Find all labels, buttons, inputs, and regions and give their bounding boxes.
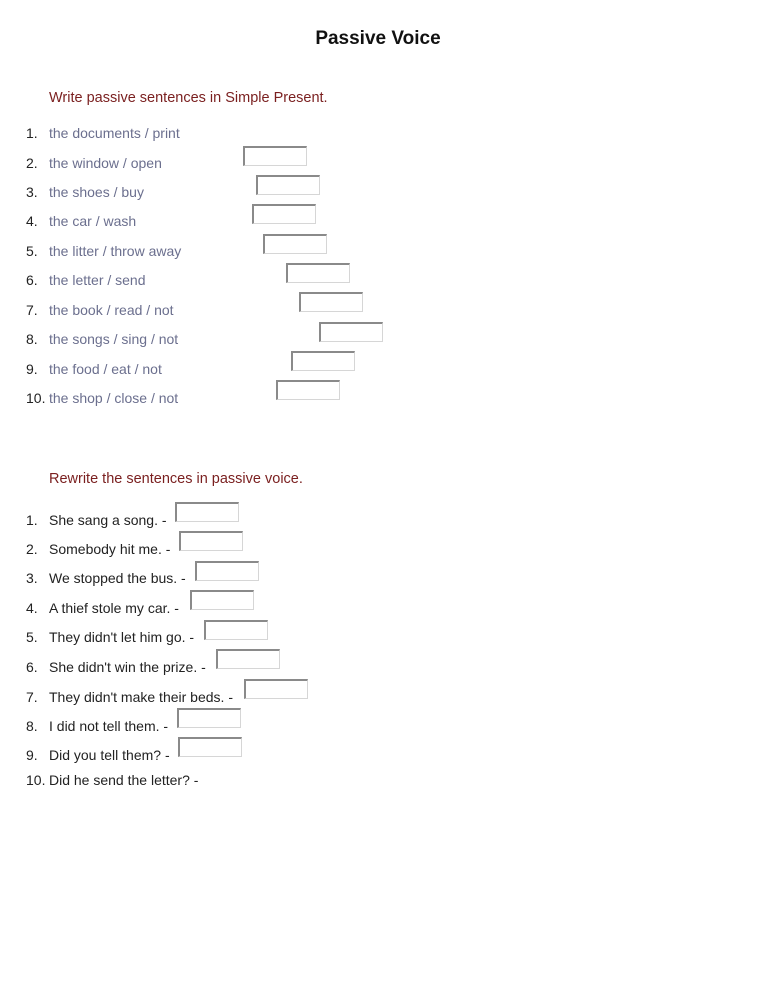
item-prompt: the songs / sing / not	[49, 331, 179, 347]
item-prompt: the letter / send	[49, 272, 146, 288]
answer-input[interactable]	[190, 590, 254, 610]
exercise2-item	[26, 656, 206, 678]
item-sentence: She didn't win the prize. -	[49, 659, 206, 675]
item-sentence: She sang a song. -	[49, 512, 167, 528]
answer-input[interactable]	[286, 263, 350, 283]
item-prompt: the window / open	[49, 155, 162, 171]
item-number: 5.	[26, 629, 38, 645]
item-sentence: We stopped the bus. -	[49, 570, 186, 586]
answer-input[interactable]	[276, 380, 340, 400]
item-prompt: the book / read / not	[49, 302, 174, 318]
exercise1-item	[26, 240, 181, 262]
exercise2-item	[26, 715, 168, 737]
item-number: 1.	[26, 125, 38, 141]
exercise1-item	[26, 122, 180, 144]
item-number: 8.	[26, 331, 38, 347]
exercise1-item	[26, 269, 146, 291]
item-sentence: They didn't make their beds. -	[49, 689, 233, 705]
item-number: 4.	[26, 600, 38, 616]
item-sentence: I did not tell them. -	[49, 718, 169, 734]
item-number: 3.	[26, 570, 38, 586]
item-number: 2.	[26, 541, 38, 557]
answer-input[interactable]	[177, 708, 241, 728]
answer-input[interactable]	[175, 502, 239, 522]
exercise2-item	[26, 597, 179, 619]
item-number: 6.	[26, 659, 38, 675]
exercise2-item	[26, 769, 198, 791]
item-number: 7.	[26, 689, 38, 705]
page-title: Passive Voice	[315, 28, 441, 49]
exercise1-item	[26, 152, 162, 174]
item-number: 10.	[26, 772, 46, 788]
answer-input[interactable]	[244, 679, 308, 699]
item-number: 9.	[26, 747, 38, 763]
answer-input[interactable]	[256, 175, 320, 195]
item-number: 8.	[26, 718, 38, 734]
answer-input[interactable]	[243, 146, 307, 166]
item-number: 10.	[26, 390, 46, 406]
exercise2-item	[26, 509, 167, 531]
item-number: 4.	[26, 213, 38, 229]
item-number: 1.	[26, 512, 38, 528]
item-number: 2.	[26, 155, 38, 171]
item-number: 6.	[26, 272, 38, 288]
exercise1-item	[26, 299, 174, 321]
part1-instruction: Write passive sentences in Simple Present.	[49, 90, 328, 106]
item-sentence: Did you tell them? -	[49, 747, 170, 763]
answer-input[interactable]	[179, 531, 243, 551]
answer-input[interactable]	[263, 234, 327, 254]
item-number: 9.	[26, 361, 38, 377]
answer-input[interactable]	[216, 649, 280, 669]
exercise2-item	[26, 686, 233, 708]
item-prompt: the documents / print	[49, 125, 180, 141]
item-number: 7.	[26, 302, 38, 318]
exercise2-item	[26, 744, 170, 766]
exercise1-item	[26, 210, 136, 232]
item-prompt: the food / eat / not	[49, 361, 162, 377]
item-prompt: the shoes / buy	[49, 184, 144, 200]
answer-input[interactable]	[178, 737, 242, 757]
exercise2-item	[26, 626, 194, 648]
answer-input[interactable]	[195, 561, 259, 581]
item-prompt: the shop / close / not	[49, 390, 179, 406]
exercise1-item	[26, 387, 178, 409]
answer-input[interactable]	[319, 322, 383, 342]
exercise2-item	[26, 567, 186, 589]
item-sentence: A thief stole my car. -	[49, 600, 179, 616]
exercise1-item	[26, 358, 162, 380]
item-prompt: the car / wash	[49, 213, 137, 229]
answer-input[interactable]	[204, 620, 268, 640]
exercise1-item	[26, 181, 144, 203]
item-sentence: Somebody hit me. -	[49, 541, 171, 557]
item-sentence: They didn't let him go. -	[49, 629, 195, 645]
answer-input[interactable]	[299, 292, 363, 312]
exercise1-item	[26, 328, 178, 350]
part2-instruction: Rewrite the sentences in passive voice.	[49, 471, 303, 487]
item-number: 3.	[26, 184, 38, 200]
exercise2-item	[26, 538, 170, 560]
item-sentence: Did he send the letter? -	[49, 772, 199, 788]
answer-input[interactable]	[291, 351, 355, 371]
item-number: 5.	[26, 243, 38, 259]
answer-input[interactable]	[252, 204, 316, 224]
item-prompt: the litter / throw away	[49, 243, 182, 259]
